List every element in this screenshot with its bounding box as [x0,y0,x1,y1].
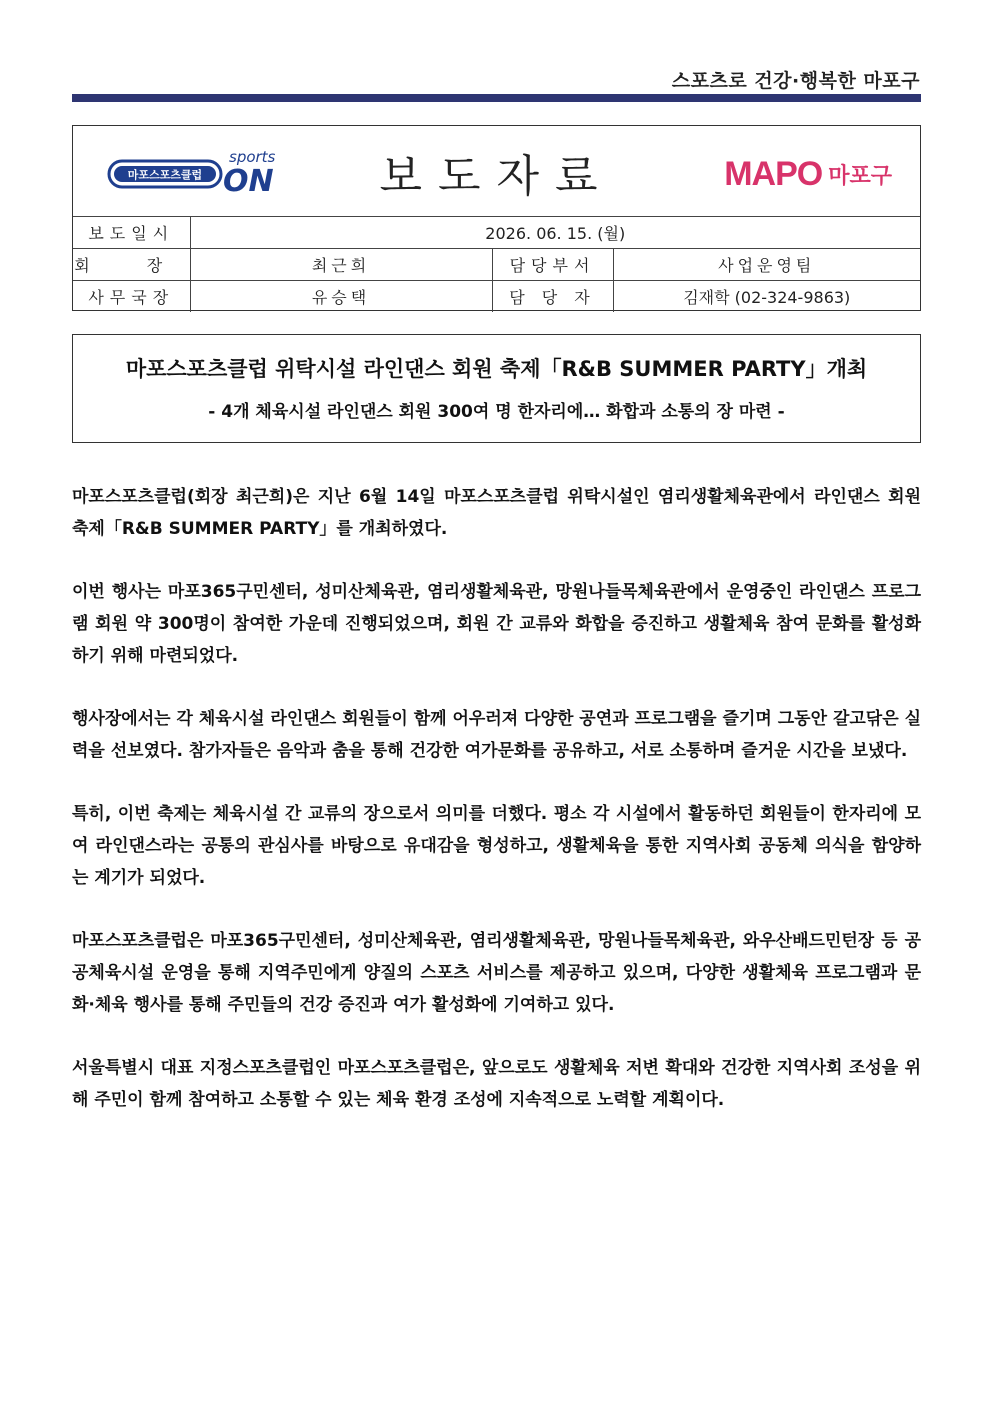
chair-label: 회 장 [73,249,190,281]
mapo-logo-name: 마포구 [828,163,892,189]
press-header-top [73,126,920,216]
paragraph: 행사장에서는 각 체육시설 라인댄스 회원들이 함께 어우러져 다양한 공연과 프로그램을 즐기며 그동안 갈고닦은 실력을 선보였다. 참가자들은 음악과 춤을 통해 건강한 여가문화를 공유하고, 서로 소통하며 즐거운 시간을 보냈다. [72,709,921,761]
press-header [72,125,921,311]
chair-value: 최근희 [190,249,492,281]
mapo-gu-logo [724,154,892,194]
sub-title: - 4개 체육시설 라인댄스 회원 300여 명 한자리에… 화합과 소통의 장 마련 - [208,402,785,422]
press-title: 보도자료 [379,151,614,202]
paragraph: 특히, 이번 축제는 체육시설 간 교류의 장으로서 의미를 더했다. 평소 각 시설에서 활동하던 회원들이 한자리에 모여 라인댄스라는 공통의 관심사를 바탕으로 유대감을 형성하고, 생활체육을 통한 지역사회 공동체 의식을 함양하는 계기가 되었다. [72,804,921,888]
logo-club-name: 마포스포츠클럽 [127,168,203,182]
paragraph: 마포스포츠클럽은 마포365구민센터, 성미산체육관, 염리생활체육관, 망원나들목체육관, 와우산배드민턴장 등 공공체육시설 운영을 통해 지역주민에게 양질의 스포츠 서비스를 제공하고 있으며, 다양한 생활체육 프로그램과 문화·체육 행사를 통해 주민들의 건강 증진과 여가 활성화에 기여하고 있다. [72,931,921,1015]
date-value: 2026. 06. 15. (월) [190,217,920,249]
table-row [73,249,920,281]
date-label: 보도일시 [73,217,190,249]
logo-sports-tag: sports [229,148,276,166]
paragraph: 마포스포츠클럽(회장 최근희)은 지난 6월 14일 마포스포츠클럽 위탁시설인 염리생활체육관에서 라인댄스 회원 축제「R&B SUMMER PARTY」를 개최하였다. [72,487,921,539]
table-row [73,281,920,313]
paragraph: 이번 행사는 마포365구민센터, 성미산체육관, 염리생활체육관, 망원나들목체육관에서 운영중인 라인댄스 프로그램 회원 약 300명이 참여한 가운데 진행되었으며, 회원 간 교류와 화합을 증진하고 생활체육 참여 문화를 활성화하기 위해 마련되었다. [72,582,921,666]
paragraph: 서울특별시 대표 지정스포츠클럽인 마포스포츠클럽은, 앞으로도 생활체육 저변 확대와 건강한 지역사회 조성을 위해 주민이 함께 참여하고 소통할 수 있는 체육 환경 조성에 지속적으로 노력할 계획이다. [72,1058,921,1110]
mapo-logo-word: MAPO [724,154,823,193]
contact-value: 김재학 (02-324-9863) [613,281,920,313]
slogan: 스포츠로 건강·행복한 마포구 [671,70,920,92]
press-info-table [73,216,920,312]
secretary-value: 유승택 [190,281,492,313]
press-body [72,481,921,1147]
header-bar [72,94,921,102]
dept-label: 담당부서 [492,249,613,281]
dept-value: 사업운영팀 [613,249,920,281]
main-title: 마포스포츠클럽 위탁시설 라인댄스 회원 축제「R&B SUMMER PARTY」개최 [125,357,868,381]
table-row [73,217,920,249]
headline-box [72,334,921,443]
logo-on-tag: ON [223,164,274,194]
contact-label: 담 당 자 [492,281,613,313]
secretary-label: 사무국장 [73,281,190,313]
